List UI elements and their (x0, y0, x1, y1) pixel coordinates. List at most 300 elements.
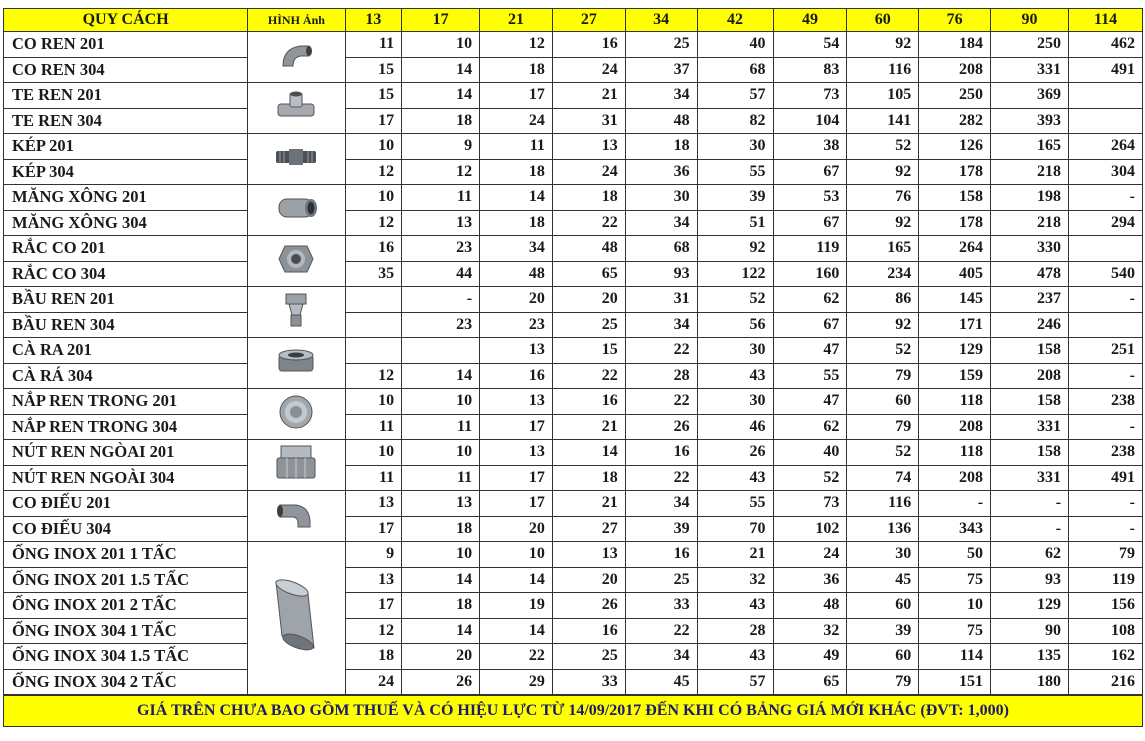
price-cell: 491 (1069, 465, 1143, 491)
price-cell: 44 (402, 261, 480, 287)
price-cell: 250 (991, 32, 1069, 58)
product-image-cell (248, 83, 345, 134)
product-name: ỐNG INOX 304 1.5 TẤC (4, 644, 248, 670)
price-cell: 26 (625, 414, 697, 440)
price-cell: 55 (697, 159, 773, 185)
price-cell: 208 (991, 363, 1069, 389)
price-cell: 20 (402, 644, 480, 670)
price-cell: 18 (402, 108, 480, 134)
price-cell: 34 (625, 210, 697, 236)
price-cell: 67 (773, 210, 847, 236)
product-name: CO ĐIẾU 201 (4, 491, 248, 517)
price-cell: 52 (847, 134, 919, 160)
price-cell: 92 (847, 159, 919, 185)
table-row (4, 414, 1143, 440)
price-cell: 171 (919, 312, 991, 338)
table-row (4, 32, 1143, 58)
price-cell (1069, 236, 1143, 262)
price-cell: 60 (847, 593, 919, 619)
product-image-cell (248, 491, 345, 542)
price-cell: 23 (402, 312, 480, 338)
price-cell: 10 (345, 185, 401, 211)
product-name: ỐNG INOX 304 2 TẤC (4, 669, 248, 695)
price-cell: 15 (345, 57, 401, 83)
price-cell: 119 (1069, 567, 1143, 593)
price-cell: 39 (697, 185, 773, 211)
price-cell: 9 (402, 134, 480, 160)
price-cell: 17 (345, 516, 401, 542)
price-cell: 48 (625, 108, 697, 134)
product-name: MĂNG XÔNG 201 (4, 185, 248, 211)
price-cell: 105 (847, 83, 919, 109)
price-cell: 17 (345, 593, 401, 619)
price-cell: 208 (919, 414, 991, 440)
price-cell: 462 (1069, 32, 1143, 58)
reducer-fitting-icon (283, 291, 309, 334)
price-cell: 159 (919, 363, 991, 389)
socket-coupling-icon (273, 195, 319, 226)
price-cell: 76 (847, 185, 919, 211)
price-cell: 86 (847, 287, 919, 313)
price-cell: 79 (847, 669, 919, 695)
price-cell: 52 (847, 440, 919, 466)
price-table (3, 8, 1143, 727)
price-cell: 13 (480, 389, 553, 415)
price-cell: 43 (697, 363, 773, 389)
price-cell: 18 (402, 593, 480, 619)
price-cell: 43 (697, 644, 773, 670)
price-cell: 34 (625, 644, 697, 670)
price-cell: 129 (919, 338, 991, 364)
product-image-cell (248, 134, 345, 185)
price-cell: 24 (773, 542, 847, 568)
union-fitting-icon (275, 242, 317, 281)
price-cell: 54 (773, 32, 847, 58)
price-cell: 246 (991, 312, 1069, 338)
price-cell: 68 (625, 236, 697, 262)
price-cell: 16 (552, 389, 625, 415)
price-cell (345, 312, 401, 338)
product-name: ỐNG INOX 201 2 TẤC (4, 593, 248, 619)
price-cell: 45 (847, 567, 919, 593)
table-row (4, 185, 1143, 211)
price-cell: 14 (552, 440, 625, 466)
price-cell: 47 (773, 389, 847, 415)
price-cell: 48 (552, 236, 625, 262)
price-cell: 40 (697, 32, 773, 58)
price-cell: 37 (625, 57, 697, 83)
price-cell: 151 (919, 669, 991, 695)
price-cell: - (1069, 491, 1143, 517)
tee-fitting-icon (274, 90, 318, 127)
price-cell: 20 (552, 567, 625, 593)
product-name: CO REN 304 (4, 57, 248, 83)
price-cell: 14 (480, 618, 553, 644)
size-header: 114 (1069, 9, 1143, 32)
price-cell: 22 (480, 644, 553, 670)
price-cell: 16 (625, 542, 697, 568)
price-cell: 57 (697, 669, 773, 695)
price-cell (345, 287, 401, 313)
price-cell: 18 (345, 644, 401, 670)
price-cell: 22 (625, 338, 697, 364)
price-cell: 52 (697, 287, 773, 313)
price-cell: 218 (991, 210, 1069, 236)
price-cell: 26 (697, 440, 773, 466)
price-cell: 141 (847, 108, 919, 134)
price-cell: 18 (552, 465, 625, 491)
price-cell: 30 (697, 338, 773, 364)
price-cell: - (1069, 414, 1143, 440)
price-cell: 43 (697, 593, 773, 619)
price-cell: 135 (991, 644, 1069, 670)
price-cell: 11 (402, 185, 480, 211)
price-cell: 13 (552, 542, 625, 568)
price-cell: 93 (991, 567, 1069, 593)
price-cell: - (1069, 363, 1143, 389)
size-header: 17 (402, 9, 480, 32)
price-cell: 43 (697, 465, 773, 491)
price-cell: 14 (402, 57, 480, 83)
price-cell: 343 (919, 516, 991, 542)
product-name: KÉP 201 (4, 134, 248, 160)
price-cell: 13 (402, 491, 480, 517)
price-cell: 10 (345, 389, 401, 415)
price-cell: 108 (1069, 618, 1143, 644)
price-cell: - (991, 516, 1069, 542)
product-name: TE REN 304 (4, 108, 248, 134)
price-cell: 30 (847, 542, 919, 568)
table-row (4, 669, 1143, 695)
price-cell: 234 (847, 261, 919, 287)
price-cell: 92 (847, 32, 919, 58)
price-cell: 21 (697, 542, 773, 568)
table-row (4, 440, 1143, 466)
image-header: HÌNH Ảnh (248, 9, 345, 32)
product-image-cell (248, 185, 345, 236)
price-cell: 282 (919, 108, 991, 134)
price-cell: 118 (919, 440, 991, 466)
price-cell: 32 (697, 567, 773, 593)
price-cell: 62 (773, 287, 847, 313)
price-cell: 62 (773, 414, 847, 440)
price-cell: 158 (991, 440, 1069, 466)
price-cell: 62 (991, 542, 1069, 568)
table-row (4, 363, 1143, 389)
price-cell: 10 (402, 440, 480, 466)
price-cell: 55 (697, 491, 773, 517)
price-cell: 25 (625, 32, 697, 58)
table-row (4, 210, 1143, 236)
price-cell: 14 (402, 83, 480, 109)
price-cell: 32 (773, 618, 847, 644)
price-cell: 35 (345, 261, 401, 287)
table-row (4, 159, 1143, 185)
price-cell (345, 338, 401, 364)
price-cell: 83 (773, 57, 847, 83)
footer-row (4, 695, 1143, 727)
price-cell: 10 (402, 389, 480, 415)
price-cell: 39 (847, 618, 919, 644)
price-cell: 250 (919, 83, 991, 109)
price-cell: 25 (552, 312, 625, 338)
price-cell: 65 (552, 261, 625, 287)
price-cell: 405 (919, 261, 991, 287)
price-cell: 33 (552, 669, 625, 695)
product-name: ỐNG INOX 201 1.5 TẤC (4, 567, 248, 593)
price-cell: 12 (345, 618, 401, 644)
price-cell: 46 (697, 414, 773, 440)
price-cell: 238 (1069, 389, 1143, 415)
price-cell: 68 (697, 57, 773, 83)
price-note: GIÁ TRÊN CHƯA BAO GỒM THUẾ VÀ CÓ HIỆU LỰC TỪ 14/09/2017 ĐẾN KHI CÓ BẢNG GIÁ MỚI KHÁC (ĐVT: 1,000) (4, 695, 1143, 727)
price-cell: 22 (625, 465, 697, 491)
price-cell: 330 (991, 236, 1069, 262)
price-cell: 13 (480, 440, 553, 466)
size-header: 13 (345, 9, 401, 32)
price-cell: 331 (991, 465, 1069, 491)
price-cell: 184 (919, 32, 991, 58)
table-row (4, 261, 1143, 287)
product-image-cell (248, 542, 345, 695)
price-cell: 158 (991, 338, 1069, 364)
price-cell: 10 (402, 542, 480, 568)
price-cell: 17 (480, 465, 553, 491)
price-cell: 31 (625, 287, 697, 313)
price-cell: 25 (552, 644, 625, 670)
table-row (4, 465, 1143, 491)
product-image-cell (248, 32, 345, 83)
price-cell: 216 (1069, 669, 1143, 695)
table-row (4, 567, 1143, 593)
table-row (4, 516, 1143, 542)
price-cell: 23 (402, 236, 480, 262)
product-name: NÚT REN NGÒAI 201 (4, 440, 248, 466)
price-cell: 294 (1069, 210, 1143, 236)
price-cell: 55 (773, 363, 847, 389)
price-cell: 156 (1069, 593, 1143, 619)
price-cell: 28 (625, 363, 697, 389)
price-cell: 178 (919, 159, 991, 185)
price-cell: 12 (345, 363, 401, 389)
price-cell: 27 (552, 516, 625, 542)
price-cell: - (919, 491, 991, 517)
price-cell: 30 (697, 389, 773, 415)
price-cell: 17 (480, 414, 553, 440)
price-cell: 198 (991, 185, 1069, 211)
price-cell: 60 (847, 389, 919, 415)
price-cell: 237 (991, 287, 1069, 313)
price-cell: 10 (345, 440, 401, 466)
price-cell: 48 (773, 593, 847, 619)
price-cell: 70 (697, 516, 773, 542)
product-name: RẮC CO 201 (4, 236, 248, 262)
price-cell (402, 338, 480, 364)
price-cell: 393 (991, 108, 1069, 134)
price-cell: 13 (345, 567, 401, 593)
price-cell: 14 (480, 185, 553, 211)
price-cell: 49 (773, 644, 847, 670)
price-cell: 491 (1069, 57, 1143, 83)
price-cell: 31 (552, 108, 625, 134)
product-image-cell (248, 236, 345, 287)
price-cell: 126 (919, 134, 991, 160)
price-cell: 73 (773, 491, 847, 517)
price-cell: 478 (991, 261, 1069, 287)
price-cell: 14 (402, 363, 480, 389)
price-cell: 75 (919, 618, 991, 644)
price-cell: 10 (345, 134, 401, 160)
price-cell: 52 (773, 465, 847, 491)
price-cell: 29 (480, 669, 553, 695)
product-image-cell (248, 389, 345, 440)
size-header: 34 (625, 9, 697, 32)
product-name: CÀ RÁ 304 (4, 363, 248, 389)
price-cell: 53 (773, 185, 847, 211)
price-cell: - (402, 287, 480, 313)
price-cell: 82 (697, 108, 773, 134)
price-cell: 16 (480, 363, 553, 389)
price-cell: 158 (991, 389, 1069, 415)
product-name: NÚT REN NGOÀI 304 (4, 465, 248, 491)
size-header: 21 (480, 9, 553, 32)
price-cell: 18 (402, 516, 480, 542)
price-cell: 16 (552, 618, 625, 644)
reducing-elbow-icon (276, 497, 316, 536)
price-cell: 145 (919, 287, 991, 313)
price-cell: 11 (345, 465, 401, 491)
table-body (4, 32, 1143, 695)
price-cell: 208 (919, 465, 991, 491)
price-cell: 92 (847, 312, 919, 338)
hex-nipple-icon (274, 146, 318, 173)
price-cell: 22 (552, 210, 625, 236)
price-cell: 24 (345, 669, 401, 695)
price-cell: 22 (552, 363, 625, 389)
size-header: 42 (697, 9, 773, 32)
table-row (4, 338, 1143, 364)
price-cell: 10 (919, 593, 991, 619)
price-cell: 18 (480, 210, 553, 236)
price-cell: 92 (847, 210, 919, 236)
price-cell: 93 (625, 261, 697, 287)
price-cell: 34 (625, 491, 697, 517)
price-cell: 12 (345, 210, 401, 236)
price-cell: 165 (847, 236, 919, 262)
product-name: NẮP REN TRONG 304 (4, 414, 248, 440)
product-name: BẦU REN 304 (4, 312, 248, 338)
product-name: MĂNG XÔNG 304 (4, 210, 248, 236)
size-header: 27 (552, 9, 625, 32)
bushing-fitting-icon (275, 347, 317, 380)
product-image-cell (248, 338, 345, 389)
table-row (4, 134, 1143, 160)
price-cell: 251 (1069, 338, 1143, 364)
price-cell: 104 (773, 108, 847, 134)
price-cell: 116 (847, 491, 919, 517)
elbow-fitting-icon (277, 40, 315, 75)
price-cell: 26 (402, 669, 480, 695)
price-cell: 14 (402, 618, 480, 644)
price-cell: 14 (480, 567, 553, 593)
size-header: 90 (991, 9, 1069, 32)
price-cell: 79 (847, 363, 919, 389)
price-cell: 20 (480, 516, 553, 542)
cap-fitting-icon (277, 393, 315, 436)
price-cell: - (1069, 516, 1143, 542)
size-header: 49 (773, 9, 847, 32)
price-cell: 34 (625, 83, 697, 109)
price-cell: 90 (991, 618, 1069, 644)
product-name: ỐNG INOX 201 1 TẤC (4, 542, 248, 568)
price-cell: 11 (402, 465, 480, 491)
price-cell: 15 (345, 83, 401, 109)
table-row (4, 287, 1143, 313)
price-cell: 238 (1069, 440, 1143, 466)
price-cell: 15 (552, 338, 625, 364)
price-cell: 12 (480, 32, 553, 58)
product-name: RẮC CO 304 (4, 261, 248, 287)
price-cell: 13 (345, 491, 401, 517)
product-image-cell (248, 287, 345, 338)
price-cell: 79 (847, 414, 919, 440)
table-row (4, 108, 1143, 134)
price-cell: 40 (773, 440, 847, 466)
price-cell: 24 (552, 57, 625, 83)
price-cell: 18 (480, 57, 553, 83)
price-cell: 60 (847, 644, 919, 670)
price-cell (1069, 108, 1143, 134)
price-cell: 23 (480, 312, 553, 338)
header-row (4, 9, 1143, 32)
table-row (4, 491, 1143, 517)
threaded-pipe-icon (268, 576, 324, 659)
price-cell: 38 (773, 134, 847, 160)
price-cell: 331 (991, 414, 1069, 440)
product-name: TE REN 201 (4, 83, 248, 109)
price-cell: 34 (480, 236, 553, 262)
price-cell: 33 (625, 593, 697, 619)
price-cell: 180 (991, 669, 1069, 695)
price-cell: 13 (480, 338, 553, 364)
price-cell: 18 (625, 134, 697, 160)
price-cell: 12 (345, 159, 401, 185)
price-cell: 47 (773, 338, 847, 364)
price-cell: 11 (402, 414, 480, 440)
price-cell: 36 (625, 159, 697, 185)
price-cell: 75 (919, 567, 991, 593)
table-row (4, 312, 1143, 338)
price-cell: 116 (847, 57, 919, 83)
price-cell: 45 (625, 669, 697, 695)
hex-plug-icon (273, 444, 319, 487)
price-cell: 304 (1069, 159, 1143, 185)
price-cell: 17 (480, 491, 553, 517)
price-cell: 20 (480, 287, 553, 313)
price-cell: 264 (1069, 134, 1143, 160)
price-cell: 30 (625, 185, 697, 211)
price-cell: 13 (402, 210, 480, 236)
price-cell: 65 (773, 669, 847, 695)
price-cell: 34 (625, 312, 697, 338)
price-cell: 56 (697, 312, 773, 338)
price-cell: 9 (345, 542, 401, 568)
price-cell: 48 (480, 261, 553, 287)
price-cell: 165 (991, 134, 1069, 160)
price-cell: 52 (847, 338, 919, 364)
table-row (4, 618, 1143, 644)
price-cell: 18 (480, 159, 553, 185)
